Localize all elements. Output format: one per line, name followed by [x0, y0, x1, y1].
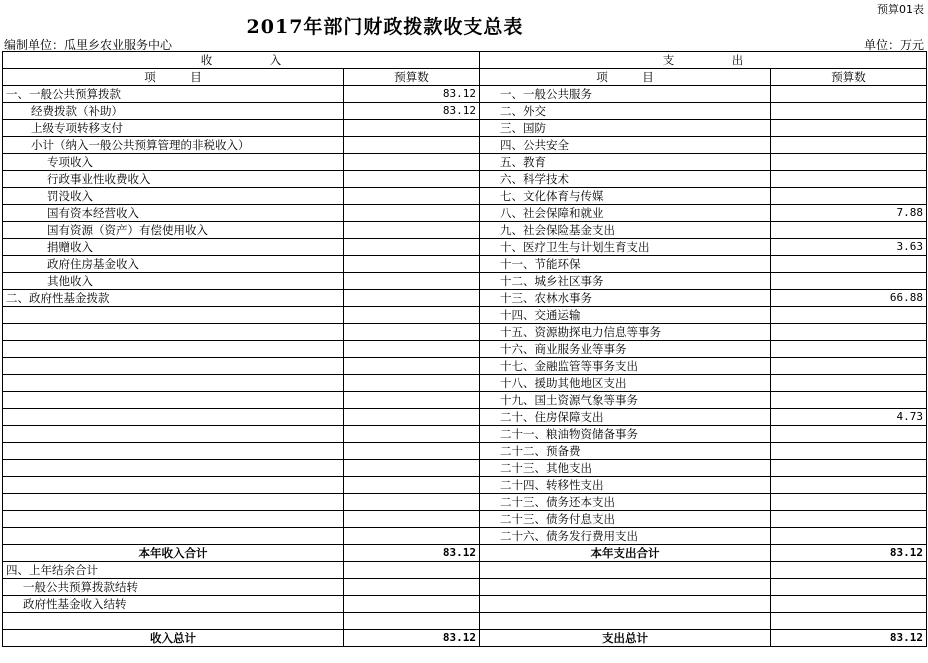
- expense-empty-value: [771, 562, 927, 579]
- blank-row: [3, 613, 927, 630]
- expense-item-label: 三、国防: [480, 120, 771, 137]
- year-income-total-value: 83.12: [344, 545, 480, 562]
- expense-item-label: 六、科学技术: [480, 171, 771, 188]
- income-item-label: [3, 443, 344, 460]
- expense-item-label: 十四、交通运输: [480, 307, 771, 324]
- table-row: [3, 103, 927, 120]
- expense-item-label: 十一、节能环保: [480, 256, 771, 273]
- income-item-label: [3, 358, 344, 375]
- expense-item-label: 十五、资源勘探电力信息等事务: [480, 324, 771, 341]
- table-row: [3, 205, 927, 222]
- income-item-label: 国有资源（资产）有偿使用收入: [3, 222, 344, 239]
- expense-item-label: 十二、城乡社区事务: [480, 273, 771, 290]
- table-row: [3, 239, 927, 256]
- expense-item-value: [771, 137, 927, 154]
- table-row: [3, 460, 927, 477]
- income-item-value: [344, 324, 480, 341]
- income-item-label: [3, 460, 344, 477]
- income-item-value: [344, 443, 480, 460]
- income-item-label: [3, 494, 344, 511]
- income-item-value: [344, 375, 480, 392]
- carryover-row: [3, 562, 927, 579]
- table-row: [3, 307, 927, 324]
- year-income-total-label: 本年收入合计: [3, 545, 344, 562]
- income-item-value: [344, 307, 480, 324]
- carryover-value: [344, 562, 480, 579]
- income-item-value: [344, 358, 480, 375]
- table-row: [3, 137, 927, 154]
- income-item-value: [344, 154, 480, 171]
- expense-item-value: [771, 222, 927, 239]
- income-section-header: 收 入: [3, 52, 480, 69]
- expense-item-label: 二十二、预备费: [480, 443, 771, 460]
- table-row: [3, 426, 927, 443]
- income-item-value: [344, 426, 480, 443]
- income-item-value: [344, 392, 480, 409]
- expense-item-value: [771, 103, 927, 120]
- expense-item-value: [771, 154, 927, 171]
- expense-item-value: [771, 358, 927, 375]
- income-item-value: [344, 528, 480, 545]
- income-item-label: [3, 528, 344, 545]
- empty-cell: [3, 613, 344, 630]
- expense-item-value: [771, 324, 927, 341]
- expense-budget-header: 预算数: [771, 69, 927, 86]
- income-item-value: [344, 222, 480, 239]
- expense-item-value: [771, 307, 927, 324]
- income-item-value: [344, 494, 480, 511]
- table-row: [3, 154, 927, 171]
- income-item-label: 政府住房基金收入: [3, 256, 344, 273]
- expense-item-label: 二十三、债务还本支出: [480, 494, 771, 511]
- income-item-value: [344, 171, 480, 188]
- income-item-value: 83.12: [344, 103, 480, 120]
- table-row: [3, 443, 927, 460]
- income-item-label: [3, 375, 344, 392]
- expense-item-value: 7.88: [771, 205, 927, 222]
- income-item-label: 一、一般公共预算拨款: [3, 86, 344, 103]
- carryover-value: [344, 596, 480, 613]
- expense-empty-label: [480, 596, 771, 613]
- table-row: [3, 171, 927, 188]
- expense-item-label: 十七、金融监管等事务支出: [480, 358, 771, 375]
- income-item-value: [344, 409, 480, 426]
- expense-item-value: [771, 86, 927, 103]
- expense-item-label: 二十四、转移性支出: [480, 477, 771, 494]
- expense-item-label: 十、医疗卫生与计划生育支出: [480, 239, 771, 256]
- expense-item-value: [771, 460, 927, 477]
- table-row: [3, 120, 927, 137]
- income-item-label: 二、政府性基金拨款: [3, 290, 344, 307]
- expense-item-value: [771, 375, 927, 392]
- section-header-row: [3, 52, 927, 69]
- expense-empty-value: [771, 596, 927, 613]
- expense-section-header: 支 出: [480, 52, 927, 69]
- expense-item-label: 九、社会保险基金支出: [480, 222, 771, 239]
- income-item-value: [344, 341, 480, 358]
- income-item-label: [3, 511, 344, 528]
- grand-expense-total-label: 支出总计: [480, 630, 771, 647]
- expense-item-value: 3.63: [771, 239, 927, 256]
- table-row: [3, 511, 927, 528]
- expense-item-label: 七、文化体育与传媒: [480, 188, 771, 205]
- expense-item-label: 二十六、债务发行费用支出: [480, 528, 771, 545]
- expense-item-label: 十九、国土资源气象等事务: [480, 392, 771, 409]
- grand-income-total-label: 收入总计: [3, 630, 344, 647]
- grand-total-row: [3, 630, 927, 647]
- expense-item-label: 十六、商业服务业等事务: [480, 341, 771, 358]
- income-item-label: 捐赠收入: [3, 239, 344, 256]
- income-item-value: [344, 511, 480, 528]
- income-item-label: [3, 341, 344, 358]
- table-row: [3, 494, 927, 511]
- income-item-value: 83.12: [344, 86, 480, 103]
- page-title: 2017年部门财政拨款收支总表: [246, 16, 524, 38]
- expense-item-value: [771, 171, 927, 188]
- table-row: [3, 375, 927, 392]
- expense-item-label: 十八、援助其他地区支出: [480, 375, 771, 392]
- income-item-value: [344, 188, 480, 205]
- year-expense-total-value: 83.12: [771, 545, 927, 562]
- expense-empty-label: [480, 579, 771, 596]
- table-row: [3, 86, 927, 103]
- carryover-label: 政府性基金收入结转: [3, 596, 344, 613]
- expense-item-label: 二十三、债务付息支出: [480, 511, 771, 528]
- income-item-label: 行政事业性收费收入: [3, 171, 344, 188]
- carryover-value: [344, 579, 480, 596]
- expense-item-label: 二、外交: [480, 103, 771, 120]
- expense-item-label: 二十一、粮油物资储备事务: [480, 426, 771, 443]
- expense-empty-label: [480, 562, 771, 579]
- table-row: [3, 528, 927, 545]
- income-item-label: [3, 426, 344, 443]
- expense-item-value: [771, 528, 927, 545]
- expense-item-value: [771, 188, 927, 205]
- expense-item-value: [771, 341, 927, 358]
- carryover-label: 一般公共预算拨款结转: [3, 579, 344, 596]
- expense-item-value: [771, 273, 927, 290]
- expense-item-value: 4.73: [771, 409, 927, 426]
- carryover-row: [3, 579, 927, 596]
- income-item-label: 小计（纳入一般公共预算管理的非税收入）: [3, 137, 344, 154]
- expense-item-value: [771, 443, 927, 460]
- table-row: [3, 341, 927, 358]
- expense-empty-value: [771, 579, 927, 596]
- income-budget-header: 预算数: [344, 69, 480, 86]
- expense-item-header: 项 目: [480, 69, 771, 86]
- currency-unit: 单位：万元: [863, 38, 924, 52]
- expense-item-label: 五、教育: [480, 154, 771, 171]
- column-header-row: [3, 69, 927, 86]
- income-item-value: [344, 477, 480, 494]
- expense-item-label: 一、一般公共服务: [480, 86, 771, 103]
- income-item-label: 专项收入: [3, 154, 344, 171]
- table-row: [3, 358, 927, 375]
- income-item-label: [3, 477, 344, 494]
- grand-expense-total-value: 83.12: [771, 630, 927, 647]
- table-row: [3, 477, 927, 494]
- income-item-label: 经费拨款（补助）: [3, 103, 344, 120]
- expense-item-label: 四、公共安全: [480, 137, 771, 154]
- expense-item-value: [771, 426, 927, 443]
- income-item-label: 其他收入: [3, 273, 344, 290]
- form-code: 预算01表: [877, 3, 924, 16]
- income-item-label: [3, 392, 344, 409]
- income-item-label: [3, 409, 344, 426]
- expense-item-label: 十三、农林水事务: [480, 290, 771, 307]
- table-row: [3, 273, 927, 290]
- empty-cell: [480, 613, 771, 630]
- expense-item-value: 66.88: [771, 290, 927, 307]
- income-item-value: [344, 120, 480, 137]
- income-item-header: 项 目: [3, 69, 344, 86]
- grand-income-total-value: 83.12: [344, 630, 480, 647]
- compiling-unit: 编制单位：瓜里乡农业服务中心: [4, 38, 173, 52]
- table-row: [3, 256, 927, 273]
- income-item-value: [344, 460, 480, 477]
- empty-cell: [771, 613, 927, 630]
- income-item-value: [344, 256, 480, 273]
- income-item-value: [344, 137, 480, 154]
- table-row: [3, 222, 927, 239]
- year-expense-total-label: 本年支出合计: [480, 545, 771, 562]
- table-row: [3, 409, 927, 426]
- income-item-value: [344, 290, 480, 307]
- income-item-label: [3, 324, 344, 341]
- carryover-label: 四、上年结余合计: [3, 562, 344, 579]
- budget-table: [2, 51, 927, 647]
- expense-item-label: 八、社会保障和就业: [480, 205, 771, 222]
- table-row: [3, 392, 927, 409]
- income-item-label: [3, 307, 344, 324]
- income-item-value: [344, 239, 480, 256]
- year-total-row: [3, 545, 927, 562]
- income-item-label: 罚没收入: [3, 188, 344, 205]
- income-item-value: [344, 273, 480, 290]
- empty-cell: [344, 613, 480, 630]
- table-row: [3, 290, 927, 307]
- carryover-row: [3, 596, 927, 613]
- table-row: [3, 188, 927, 205]
- expense-item-value: [771, 120, 927, 137]
- income-item-label: 上级专项转移支付: [3, 120, 344, 137]
- income-item-label: 国有资本经营收入: [3, 205, 344, 222]
- expense-item-value: [771, 392, 927, 409]
- income-item-value: [344, 205, 480, 222]
- expense-item-label: 二十三、其他支出: [480, 460, 771, 477]
- expense-item-label: 二十、住房保障支出: [480, 409, 771, 426]
- expense-item-value: [771, 494, 927, 511]
- expense-item-value: [771, 256, 927, 273]
- expense-item-value: [771, 511, 927, 528]
- table-row: [3, 324, 927, 341]
- expense-item-value: [771, 477, 927, 494]
